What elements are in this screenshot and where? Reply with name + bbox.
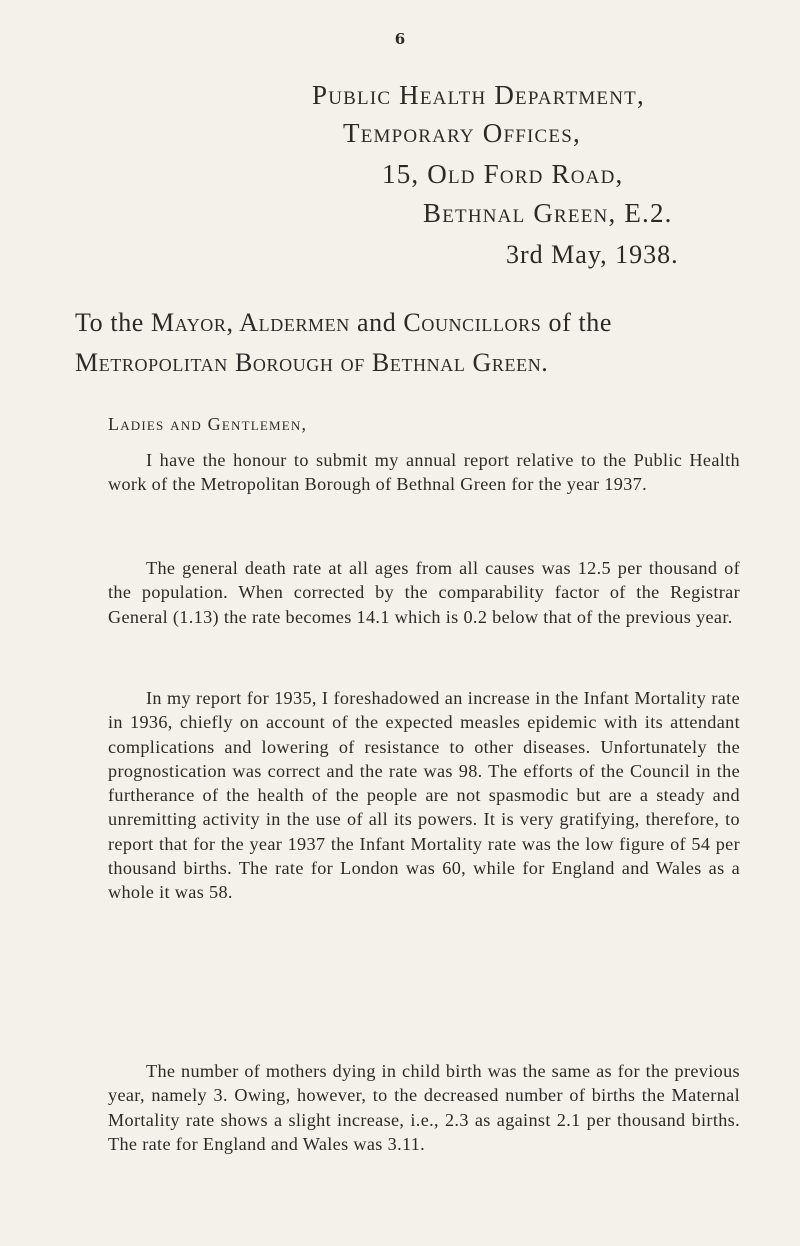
addressee-borough: Metropolitan Borough of Bethnal Green. xyxy=(75,348,549,377)
addressee-of-the: of the xyxy=(548,308,613,337)
address-street: 15, Old Ford Road, xyxy=(382,159,624,189)
address-department: Public Health Department, xyxy=(312,80,645,110)
page-number: 6 xyxy=(394,30,406,48)
sender-address xyxy=(0,0,800,290)
paragraph-death-rate: The general death rate at all ages from all causes was 12.5 per thousand of the population. When corrected by the comparability factor of the Registrar General (1.13) the rate becomes 14.1 which is 0.2 below that of the previous year. xyxy=(108,558,740,627)
paragraph-maternal-mortality: The number of mothers dying in child birth was the same as for the previous year, namely 3. Owing, however, to the decreased number of births the Maternal Mortality rate shows a slight increase, i.e., 2.3 as against 2.1 per thousand births. The rate for England and Wales was 3.11. xyxy=(108,1061,740,1154)
paragraph-infant-mortality: In my report for 1935, I foreshadowed an increase in the Infant Mortality rate in 1936, chiefly on account of the expected measles epidemic with its attendant complications and lowering of resistance to other diseases. Unfortunately the prognostication was correct and the rate was 98. The efforts of the Council in the furtherance of the health of the people are not spasmodic but are a steady and unremitting activity in the use of all its powers. It is very gratifying, therefore, to report that for the year 1937 the Infant Mortality rate was the low figure of 54 per thousand births. The rate for London was 60, while for England and Wales as a whole it was 58. xyxy=(108,688,740,903)
address-district: Bethnal Green, E.2. xyxy=(423,198,673,228)
paragraph-intro: I have the honour to submit my annual report relative to the Public Health work of the Metropolitan Borough of Bethnal Green for the year 1937. xyxy=(108,450,740,495)
addressee-councillors: Councillors xyxy=(403,308,542,337)
greeting: Ladies and Gentlemen, xyxy=(108,414,308,434)
addressee-mayor-aldermen: Mayor, Aldermen xyxy=(151,308,350,337)
addressee-and: and xyxy=(356,308,397,337)
letter-date: 3rd May, 1938. xyxy=(506,240,679,269)
addressee-to: To the xyxy=(75,308,144,337)
addressee xyxy=(75,303,745,383)
address-offices: Temporary Offices, xyxy=(343,118,581,148)
